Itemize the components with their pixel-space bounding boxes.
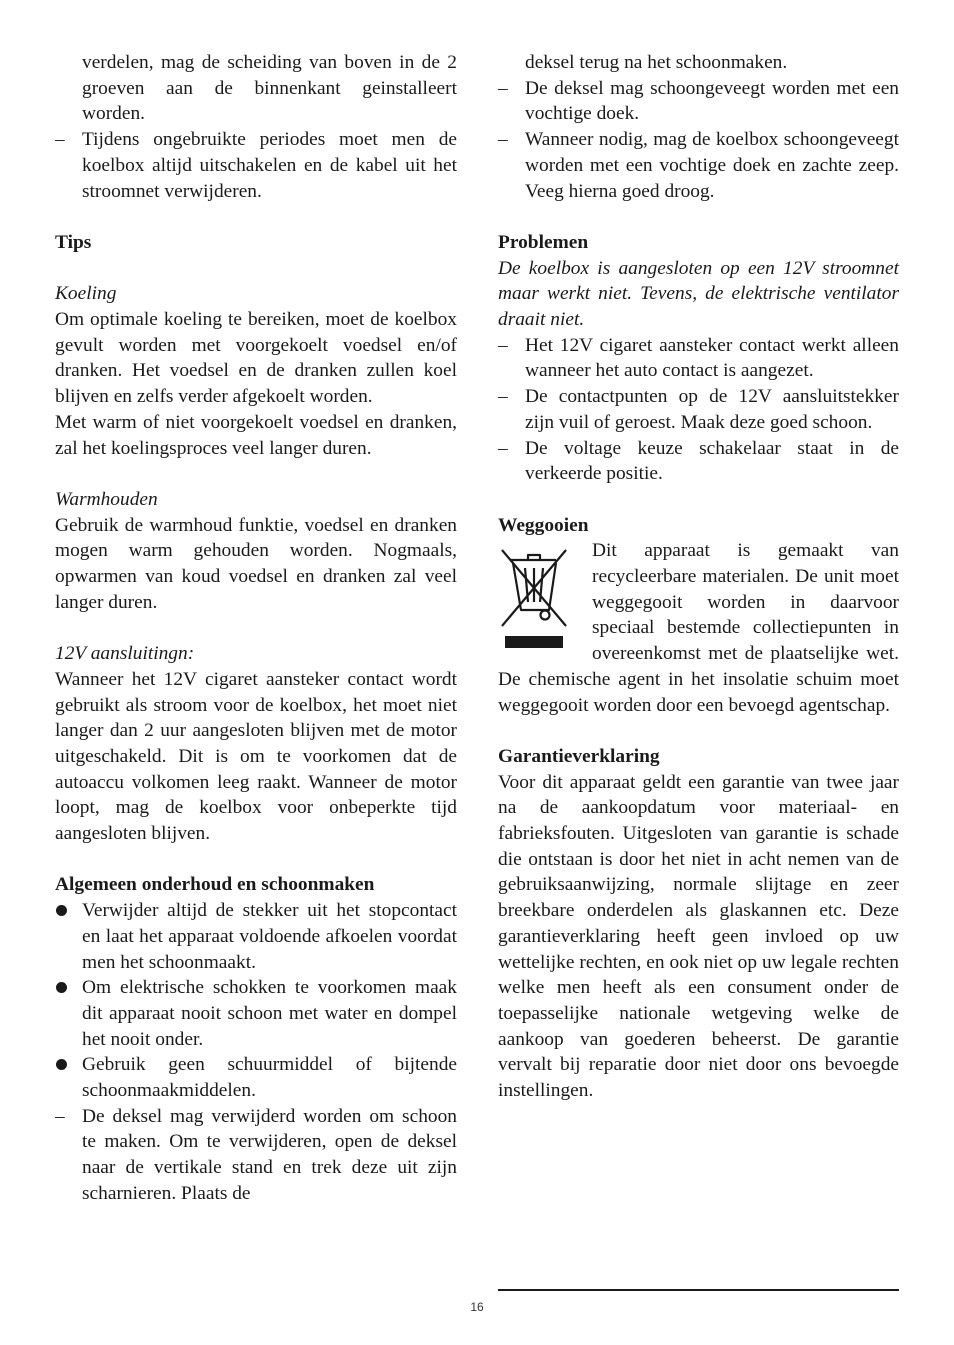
list-item <box>55 1052 457 1103</box>
continued-text: verdelen, mag de scheiding van boven in de 2 groeven aan de binnenkant geinstalleert worden. <box>82 52 457 125</box>
list-item-text: De deksel mag verwijderd worden om schoon te maken. Om te verwijderen, open de deksel naar de vertikale stand en trek deze uit zijn scharnieren. Plaats de <box>82 1105 457 1204</box>
dash-marker: – <box>55 129 65 151</box>
continued-text: deksel terug na het schoonmaken. <box>525 52 788 73</box>
weggooien-block <box>498 538 899 718</box>
list-item <box>55 1104 457 1207</box>
crossed-out-wheelie-bin-icon <box>498 542 570 648</box>
list-item <box>55 898 457 975</box>
list-item-text: De contactpunten op de 12V aansluitstekker zijn vuil of geroest. Maak deze goed schoon. <box>525 386 899 433</box>
problem-description: De koelbox is aangesloten op een 12V stroomnet maar werkt niet. Tevens, de elektrische ventilator draait niet. <box>498 257 899 331</box>
right-column <box>498 50 899 1104</box>
list-item <box>55 127 457 204</box>
list-item <box>498 384 899 435</box>
subheading-warmhouden: Warmhouden <box>55 488 158 510</box>
paragraph: Gebruik de warmhoud funktie, voedsel en dranken mogen warm gehouden worden. Nogmaals, opwarmen van koud voedsel en dranken zal veel langer duren. <box>55 514 457 613</box>
list-item <box>498 76 899 127</box>
bullet-icon <box>55 1052 82 1078</box>
list-item-text: Wanneer nodig, mag de koelbox schoongeveegt worden met een vochtige doek en zachte zeep. Veeg hierna goed droog. <box>525 129 899 202</box>
dash-marker: – <box>498 386 508 408</box>
subheading-koeling: Koeling <box>55 283 117 305</box>
bullet-icon <box>55 975 82 1001</box>
dash-marker: – <box>498 77 508 99</box>
list-item-text: Gebruik geen schuurmiddel of bijtende schoonmaakmiddelen. <box>82 1054 457 1102</box>
left-column <box>55 50 457 1207</box>
paragraph: Voor dit apparaat geldt een garantie van twee jaar na de aankoopdatum voor materiaal- en fabrieksfouten. Uitgesloten van garantie is schade die ontstaan is door het niet in acht nemen van de gebruiksaanwijzing, normale slijtage en zeer breekbare onderdelen als glaskannen etc. Deze garantieverklaring heeft geen invloed op uw wettelijke rechten, en ook niet op uw legale rechten welke men heeft als een consument onder de toepasselijke nationale wetgeving welke de aankoop van goederen beheerst. De garantie vervalt bij reparatie door niet door ons bevoegde instellingen. <box>498 771 899 1102</box>
list-item <box>498 127 899 204</box>
list-item-text: De voltage keuze schakelaar staat in de verkeerde positie. <box>525 437 899 485</box>
list-item <box>498 436 899 487</box>
section-heading-onderhoud: Algemeen onderhoud en schoonmaken <box>55 874 375 896</box>
paragraph: Met warm of niet voorgekoelt voedsel en dranken, zal het koelingsproces veel langer duren. <box>55 411 457 459</box>
paragraph: Dit apparaat is gemaakt van recycleerbare materialen. De unit moet weggegooit worden in daarvoor speciaal bestemde collectiepunten in overeenkomst met de plaatselijke wet. De chemische agent in het insolatie schuim moet weggegooit worden door een bevoegd agentschap. <box>498 540 899 716</box>
list-item <box>55 975 457 1052</box>
list-item-text: Om elektrische schokken te voorkomen maak dit apparaat nooit schoon met water en dompel het nooit onder. <box>82 977 457 1050</box>
list-item-text: Verwijder altijd de stekker uit het stopcontact en laat het apparaat voldoende afkoelen voordat men het schoonmaakt. <box>82 900 457 973</box>
dash-marker: – <box>498 334 508 356</box>
dash-marker: – <box>55 1105 65 1127</box>
paragraph: Om optimale koeling te bereiken, moet de koelbox gevult worden met voorgekoelt voedsel en/of dranken. Het voedsel en de dranken zullen koel blijven en zelfs verder afgekoelt worden. <box>55 309 457 408</box>
dash-marker: – <box>498 437 508 459</box>
section-heading-weggooien: Weggooien <box>498 514 589 536</box>
section-heading-garantie: Garantieverklaring <box>498 745 660 767</box>
page-number: 16 <box>470 1300 484 1314</box>
section-heading-tips: Tips <box>55 231 92 253</box>
subheading-12v: 12V aansluitingn: <box>55 643 195 665</box>
section-heading-problemen: Problemen <box>498 231 589 253</box>
list-item-text: De deksel mag schoongeveegt worden met een vochtige doek. <box>525 77 899 125</box>
list-item <box>498 333 899 384</box>
paragraph: Wanneer het 12V cigaret aansteker contact wordt gebruikt als stroom voor de koelbox, het moet niet langer dan 2 uur aangesloten blijven met de motor uitgeschakeld. Dit is om te voorkomen dat de autoaccu volkomen leeg raakt. Wanneer de motor loopt, mag de koelbox voor onbeperkte tijd aangesloten blijven. <box>55 668 457 845</box>
footer-rule <box>498 1289 899 1291</box>
dash-marker: – <box>498 129 508 151</box>
bullet-icon <box>55 898 82 924</box>
list-item-text: Het 12V cigaret aansteker contact werkt alleen wanneer het auto contact is aangezet. <box>525 334 899 382</box>
list-item-text: Tijdens ongebruikte periodes moet men de koelbox altijd uitschakelen en de kabel uit het stroomnet verwijderen. <box>82 129 457 202</box>
